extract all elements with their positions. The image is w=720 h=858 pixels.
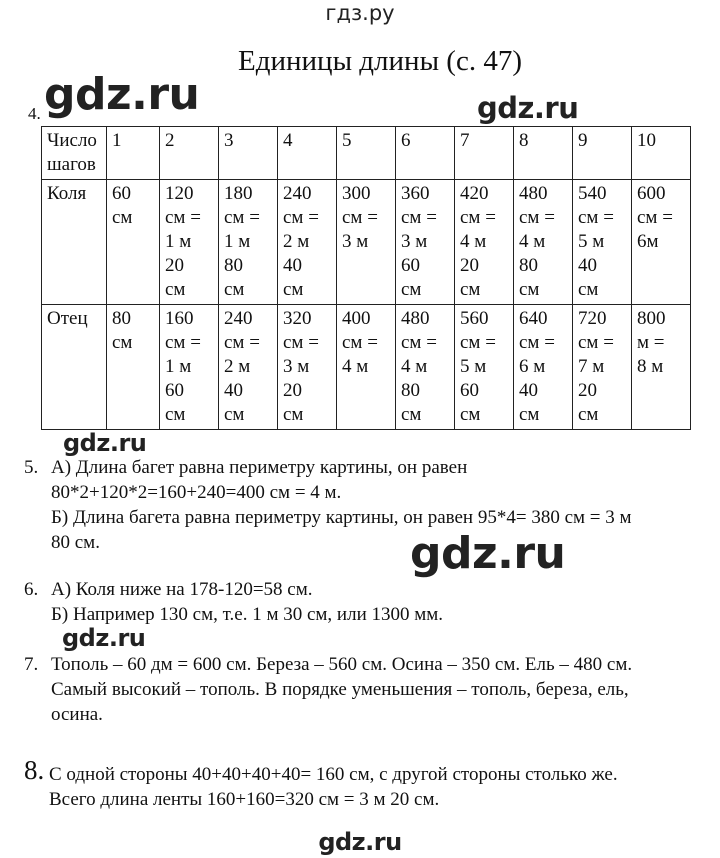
task-number: 4. <box>28 104 41 123</box>
table-cell: 80 см <box>107 305 160 430</box>
task-7 <box>24 652 714 730</box>
steps-table <box>41 126 691 430</box>
table-row <box>42 305 691 430</box>
table-cell: 180 см = 1 м 80 см <box>219 180 278 305</box>
task-text <box>49 762 618 812</box>
table-header-cell: 10 <box>632 127 691 180</box>
table-cell: 480 см = 4 м 80 см <box>396 305 455 430</box>
table-cell: 560 см = 5 м 60 см <box>455 305 514 430</box>
table-cell: 360 см = 3 м 60 см <box>396 180 455 305</box>
table-cell: 240 см = 2 м 40 см <box>219 305 278 430</box>
task-5 <box>24 455 714 555</box>
task-number: 7. <box>24 654 39 675</box>
watermark: gdz.ru <box>410 528 566 579</box>
table-cell: 320 см = 3 м 20 см <box>278 305 337 430</box>
table-header-cell: 5 <box>337 127 396 180</box>
site-header: гдз.ру <box>325 1 395 25</box>
watermark: gdz.ru <box>477 91 579 125</box>
watermark: gdz.ru <box>62 624 146 652</box>
task-text <box>51 652 632 727</box>
table-header-row <box>42 127 691 180</box>
text-line: Тополь – 60 дм = 600 см. Береза – 560 см. Осина – 350 см. Ель – 480 см. <box>51 654 633 675</box>
table-cell: 540 см = 5 м 40 см <box>573 180 632 305</box>
table-header-cell: 9 <box>573 127 632 180</box>
table-cell: 480 см = 4 м 80 см <box>514 180 573 305</box>
task-6 <box>24 577 714 629</box>
table-cell: 600 см = 6м <box>632 180 691 305</box>
watermark: gdz.ru <box>63 429 147 457</box>
table-cell: 800 м = 8 м <box>632 305 691 430</box>
task-text <box>51 577 443 627</box>
table-cell: 720 см = 7 м 20 см <box>573 305 632 430</box>
table-cell: 300 см = 3 м <box>337 180 396 305</box>
table-cell: 160 см = 1 м 60 см <box>160 305 219 430</box>
table-cell: 640 см = 6 м 40 см <box>514 305 573 430</box>
text-line: 80*2+120*2=160+240=400 см = 4 м. <box>51 482 342 503</box>
watermark: gdz.ru <box>318 828 402 856</box>
table-cell: 420 см = 4 м 20 см <box>455 180 514 305</box>
text-line: С одной стороны 40+40+40+40= 160 см, с другой стороны столько же. <box>49 764 618 785</box>
table-header-cell: 3 <box>219 127 278 180</box>
table-cell: 240 см = 2 м 40 см <box>278 180 337 305</box>
table-header-cell: 7 <box>455 127 514 180</box>
table-header-cell: 4 <box>278 127 337 180</box>
table-header-cell: 2 <box>160 127 219 180</box>
table-cell: 60 см <box>107 180 160 305</box>
table-row <box>42 180 691 305</box>
table-cell: 400 см = 4 м <box>337 305 396 430</box>
table-cell: Отец <box>42 305 107 430</box>
text-line: Всего длина ленты 160+160=320 см = 3 м 20 см. <box>49 789 440 810</box>
table-header-cell: 6 <box>396 127 455 180</box>
task-number: 5. <box>24 457 39 478</box>
table-header-cell: 1 <box>107 127 160 180</box>
table-header-cell: 8 <box>514 127 573 180</box>
watermark: gdz.ru <box>44 69 200 120</box>
text-line: Самый высокий – тополь. В порядке уменьшения – тополь, береза, ель, <box>51 679 629 700</box>
text-line: А) Длина багет равна периметру картины, он равен <box>51 457 468 478</box>
task-number: 6. <box>24 579 39 600</box>
table-header-cell: Число шагов <box>42 127 107 180</box>
table-cell: 120 см = 1 м 20 см <box>160 180 219 305</box>
text-line: осина. <box>51 704 103 725</box>
text-line: Б) Длина багета равна периметру картины, он равен 95*4= 380 см = 3 м <box>51 507 632 528</box>
text-line: А) Коля ниже на 178-120=58 см. <box>51 579 313 600</box>
table-cell: Коля <box>42 180 107 305</box>
text-line: 80 см. <box>51 532 100 553</box>
task-8 <box>24 755 714 818</box>
page-title: Единицы длины (с. 47) <box>238 45 522 77</box>
text-line: Б) Например 130 см, т.е. 1 м 30 см, или 1300 мм. <box>51 604 444 625</box>
task-number: 8. <box>24 755 45 785</box>
